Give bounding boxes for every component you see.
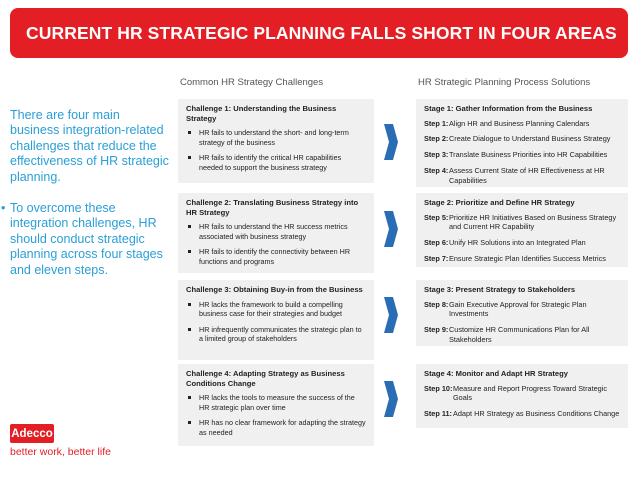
challenge-item: HR fails to understand the short- and long-term strategy of the business xyxy=(186,128,366,147)
intro-bullet-paragraph xyxy=(1,201,170,278)
challenges-column-header: Common HR Strategy Challenges xyxy=(180,77,324,88)
title-banner xyxy=(10,8,628,58)
stage-title: Stage 4: Monitor and Adapt HR Strategy xyxy=(424,369,569,378)
challenge-item: HR has no clear framework for adapting the strategy as needed xyxy=(186,418,366,437)
square-bullet-icon xyxy=(188,421,191,424)
stage-box-3 xyxy=(416,280,628,346)
stage-title: Stage 1: Gather Information from the Business xyxy=(424,104,593,113)
square-bullet-icon xyxy=(188,156,191,159)
solutions-column-header: HR Strategic Planning Process Solutions xyxy=(418,77,591,88)
intro-paragraph: There are four main business integration-related challenges that reduce the effectiveness of HR strategic planning. xyxy=(10,108,169,184)
chevron-right-icon xyxy=(381,209,399,249)
bullet-dot: • xyxy=(1,201,6,215)
challenge-item: HR fails to understand the HR success metrics associated with business strategy xyxy=(186,222,366,241)
challenge-title: Challenge 3: Obtaining Buy-in from the Business xyxy=(186,285,363,294)
square-bullet-icon xyxy=(188,396,191,399)
chevron-right-icon xyxy=(381,295,399,335)
stage-box-1 xyxy=(416,99,628,187)
step-row: Step 8: Gain Executive Approval for Strategic Plan Investments xyxy=(424,299,587,319)
square-bullet-icon xyxy=(188,303,191,306)
challenge-box-1 xyxy=(178,99,374,183)
stage-box-4 xyxy=(416,364,628,428)
challenge-title: Challenge 1: Understanding the Business Strategy xyxy=(186,104,337,123)
challenge-box-4 xyxy=(178,364,374,446)
stage-title: Stage 3: Present Strategy to Stakeholders xyxy=(424,285,576,294)
step-row: Step 11: Adapt HR Strategy as Business Conditions Change xyxy=(424,409,620,419)
square-bullet-icon xyxy=(188,131,191,134)
challenge-title: Challenge 2: Translating Business Strategy into HR Strategy xyxy=(186,198,359,217)
logo-text: Adecco xyxy=(11,427,53,440)
square-bullet-icon xyxy=(188,225,191,228)
step-row: Step 1: Align HR and Business Planning Calendars xyxy=(424,118,590,128)
stage-title: Stage 2: Prioritize and Define HR Strategy xyxy=(424,198,575,207)
chevron-right-icon xyxy=(381,122,399,162)
square-bullet-icon xyxy=(188,328,191,331)
step-row: Step 10: Measure and Report Progress Toward Strategic Goals xyxy=(424,383,607,403)
brand-tagline: better work, better life xyxy=(10,446,111,458)
square-bullet-icon xyxy=(188,250,191,253)
step-row: Step 7: Ensure Strategic Plan Identifies Success Metrics xyxy=(424,253,606,263)
intro-bullet-text: To overcome these integration challenges, HR should conduct strategic planning across four stages and eleven steps. xyxy=(10,201,163,277)
stage-box-2 xyxy=(416,193,628,267)
challenge-box-3 xyxy=(178,280,374,360)
challenge-item: HR infrequently communicates the strategic plan to a limited group of stakeholders xyxy=(186,325,366,344)
step-row: Step 3: Translate Business Priorities into HR Capabilities xyxy=(424,150,608,160)
step-row: Step 4: Assess Current State of HR Effectiveness at HR Capabilities xyxy=(424,165,605,185)
step-row: Step 9: Customize HR Communications Plan for All Stakeholders xyxy=(424,325,590,344)
page-title: CURRENT HR STRATEGIC PLANNING FALLS SHORT IN FOUR AREAS xyxy=(26,22,617,43)
challenge-item: HR fails to identify the critical HR capabilities needed to support the business strategy xyxy=(186,153,366,172)
step-row: Step 2: Create Dialogue to Understand Business Strategy xyxy=(424,134,611,144)
challenge-item: HR lacks the framework to build a compelling business case for their strategies and budget xyxy=(186,300,366,319)
challenge-box-2 xyxy=(178,193,374,273)
challenge-title: Challenge 4: Adapting Strategy as Business Conditions Change xyxy=(186,369,345,388)
step-row: Step 5: Prioritize HR Initiatives Based on Business Strategy and Current HR Capability xyxy=(424,212,617,232)
challenge-item: HR lacks the tools to measure the success of the HR strategic plan over time xyxy=(186,393,366,412)
chevron-right-icon xyxy=(381,379,399,419)
challenge-item: HR fails to identify the connectivity between HR functions and programs xyxy=(186,247,366,266)
step-row: Step 6: Unify HR Solutions into an Integrated Plan xyxy=(424,238,586,248)
adecco-logo xyxy=(10,424,54,443)
